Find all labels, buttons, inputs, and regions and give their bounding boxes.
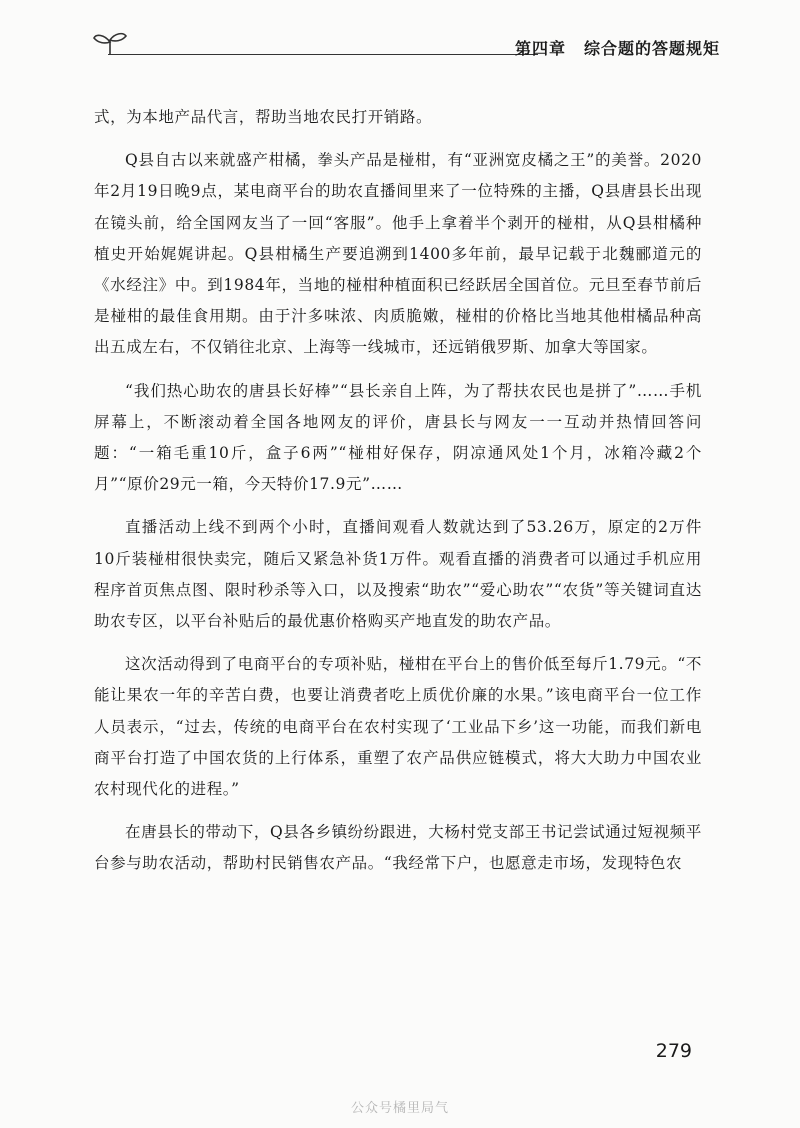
paragraph: 在唐县长的带动下，Q县各乡镇纷纷跟进，大杨村党支部王书记尝试通过短视频平台参与助农活动，帮助村民销售农产品。“我经常下户，也愿意走市场，发现特色农 — [94, 823, 702, 873]
paragraph: Q县自古以来就盛产柑橘，拳头产品是椪柑，有“亚洲宽皮橘之王”的美誉。2020年2月19日晚9点，某电商平台的助农直播间里来了一位特殊的主播，Q县唐县长出现在镜头前，给全国网友当了一回“客服”。他手上拿着半个剥开的椪柑，从Q县柑橘种植史开始娓娓讲起。Q县柑橘生产要追溯到1400多年前，最早记载于北魏郦道元的《水经注》中。到1984年，当地的椪柑种植面积已经跃居全国首位。元旦至春节前后是椪柑的最佳食用期。由于汁多味浓、肉质脆嫩，椪柑的价格比当地其他柑橘品种高出五成左右，不仅销往北京、上海等一线城市，还远销俄罗斯、加拿大等国家。 — [94, 151, 702, 357]
body-text — [94, 102, 702, 892]
page-header — [88, 28, 720, 64]
sprout-icon — [92, 30, 128, 56]
paragraph: 这次活动得到了电商平台的专项补贴，椪柑在平台上的售价低至每斤1.79元。“不能让果农一年的辛苦白费，也要让消费者吃上质优价廉的水果。”该电商平台一位工作人员表示，“过去，传统的电商平台在农村实现了‘工业品下乡’这一功能，而我们新电商平台打造了中国农货的上行体系，重塑了农产品供应链模式，将大大助力中国农业农村现代化的进程。” — [94, 655, 702, 799]
page-number: 279 — [655, 1040, 692, 1062]
paragraph: “我们热心助农的唐县长好棒”“县长亲自上阵，为了帮扶农民也是拼了”……手机屏幕上，不断滚动着全国各地网友的评价，唐县长与网友一一互动并热情回答问题：“一箱毛重10斤，盒子6两”“椪柑好保存，阴凉通风处1个月，冰箱冷藏2个月”“原价29元一箱，今天特价17.9元”…… — [94, 381, 702, 494]
header-rule — [108, 54, 538, 55]
paragraph: 直播活动上线不到两个小时，直播间观看人数就达到了53.26万，原定的2万件10斤装椪柑很快卖完，随后又紧急补货1万件。观看直播的消费者可以通过手机应用程序首页焦点图、限时秒杀等入口，以及搜索“助农”“爱心助农”“农货”等关键词直达助农专区，以平台补贴后的最优惠价格购买产地直发的助农产品。 — [94, 518, 702, 631]
chapter-title: 综合题的答题规矩 — [583, 39, 720, 58]
chapter-number: 第四章 — [514, 39, 566, 58]
watermark: 公众号橘里局气 — [350, 1101, 449, 1116]
chapter-heading — [515, 36, 720, 59]
paragraph-continuation: 式，为本地产品代言，帮助当地农民打开销路。 — [94, 108, 433, 126]
